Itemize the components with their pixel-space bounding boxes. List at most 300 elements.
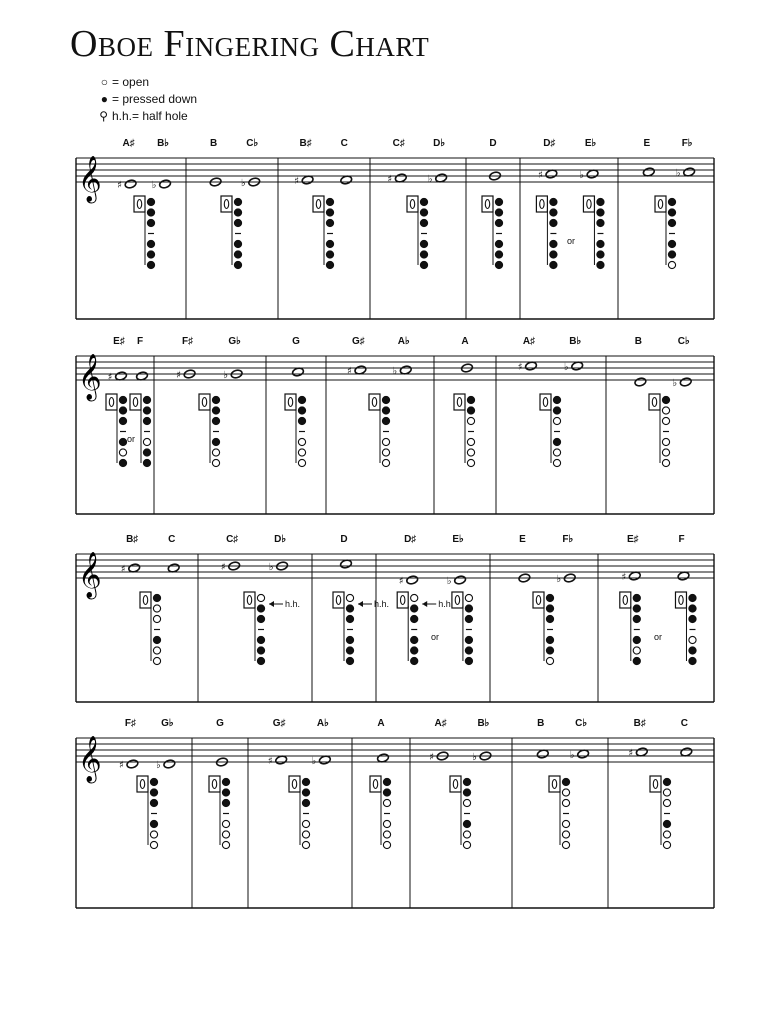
fingering-cell <box>537 718 587 761</box>
open-hole-icon <box>153 647 160 654</box>
fingering-diagram <box>221 196 242 269</box>
fingering-diagram <box>244 592 265 665</box>
pressed-hole-icon <box>222 778 229 785</box>
pressed-hole-icon <box>465 636 472 643</box>
note-label: G♭ <box>161 718 174 729</box>
note-head <box>292 367 304 377</box>
open-hole-icon <box>562 820 569 827</box>
pressed-hole-icon <box>495 240 502 247</box>
chart-row-4 <box>0 716 768 916</box>
pressed-hole-icon <box>382 417 389 424</box>
pressed-hole-icon <box>633 657 640 664</box>
note-label: A♯ <box>434 718 447 729</box>
pressed-hole-icon <box>234 219 241 226</box>
pressed-hole-icon <box>150 778 157 785</box>
octave-key-icon <box>289 776 300 792</box>
note-label: B♭ <box>569 336 582 347</box>
note-head <box>159 179 171 189</box>
open-hole-icon <box>150 841 157 848</box>
legend-text-half-hole: h.h.= half hole <box>112 109 188 123</box>
fingering-diagram <box>549 776 570 849</box>
note-label: E♯ <box>113 336 125 347</box>
note-head <box>340 559 352 569</box>
sharp-icon: ♯ <box>267 756 273 767</box>
flat-icon: ♭ <box>240 178 246 189</box>
open-hole-icon <box>411 594 418 601</box>
pressed-hole-icon <box>212 438 219 445</box>
pressed-hole-icon <box>382 407 389 414</box>
note-label: A♭ <box>397 336 410 347</box>
pressed-hole-icon <box>212 396 219 403</box>
fingering-cell <box>292 336 300 347</box>
page-title: Oboe Fingering Chart <box>70 23 430 65</box>
pressed-hole-icon <box>222 789 229 796</box>
pressed-hole-icon <box>298 407 305 414</box>
fingering-diagram <box>655 196 676 269</box>
octave-key-icon <box>397 592 408 608</box>
note-label: D <box>489 138 497 149</box>
pressed-hole-icon <box>119 396 126 403</box>
note-head <box>136 371 148 381</box>
note-label: C <box>168 534 176 545</box>
note-label: B <box>634 336 643 347</box>
pressed-hole-icon <box>689 594 696 601</box>
note-head <box>435 173 447 183</box>
pressed-hole-icon <box>143 459 150 466</box>
pressed-hole-icon <box>383 789 390 796</box>
note-label: C <box>680 718 688 729</box>
pressed-hole-icon <box>550 261 557 268</box>
flat-icon: ♭ <box>672 378 678 389</box>
octave-key-icon <box>285 394 296 410</box>
open-hole-icon <box>212 459 219 466</box>
flat-icon: ♭ <box>392 366 398 377</box>
note-label: A♯ <box>122 138 135 149</box>
note-label: D <box>340 534 348 545</box>
note-label: F <box>136 336 144 347</box>
fingering-diagram <box>450 776 471 849</box>
open-hole-icon <box>668 261 675 268</box>
arrow-head-icon <box>358 601 363 607</box>
note-label: B♯ <box>126 534 139 545</box>
note-label: B♯ <box>633 718 646 729</box>
sharp-icon: ♯ <box>120 564 126 575</box>
pressed-hole-icon <box>553 396 560 403</box>
open-hole-icon <box>382 449 389 456</box>
note-head <box>537 749 549 759</box>
note-label: D♯ <box>404 534 417 545</box>
sharp-icon: ♯ <box>118 760 124 771</box>
note-head <box>163 759 175 769</box>
pressed-hole-icon <box>550 240 557 247</box>
pressed-hole-icon <box>597 198 604 205</box>
open-hole-icon <box>222 841 229 848</box>
octave-key-icon <box>675 592 686 608</box>
fingering-diagram <box>583 196 604 269</box>
note-head <box>454 575 466 585</box>
note-label: C <box>340 138 348 149</box>
open-hole-icon <box>382 459 389 466</box>
pressed-hole-icon <box>382 396 389 403</box>
note-label: C♭ <box>246 138 259 149</box>
open-hole-icon <box>463 799 470 806</box>
open-hole-icon <box>663 789 670 796</box>
note-label: D♭ <box>433 138 446 149</box>
pressed-hole-icon <box>420 219 427 226</box>
fingering-diagram <box>285 394 306 467</box>
pressed-hole-icon <box>465 647 472 654</box>
fingering-diagram <box>533 592 554 665</box>
note-label: A♭ <box>316 718 329 729</box>
octave-key-icon <box>333 592 344 608</box>
fingering-diagram <box>370 776 391 849</box>
pressed-hole-icon <box>147 209 154 216</box>
note-head <box>395 173 407 183</box>
fingering-cell <box>538 138 597 246</box>
pressed-hole-icon <box>546 647 553 654</box>
open-hole-icon <box>212 449 219 456</box>
pressed-hole-icon <box>257 647 264 654</box>
octave-key-icon <box>369 394 380 410</box>
flat-icon: ♭ <box>268 562 274 573</box>
pressed-hole-icon <box>546 594 553 601</box>
note-head <box>577 749 589 759</box>
pressed-hole-icon <box>420 251 427 258</box>
sharp-icon: ♯ <box>294 176 300 187</box>
pressed-hole-icon <box>257 605 264 612</box>
open-hole-icon <box>662 459 669 466</box>
fingering-diagram <box>650 776 671 849</box>
note-head <box>340 175 352 185</box>
pressed-hole-icon <box>298 396 305 403</box>
pressed-hole-icon: ● <box>100 92 108 106</box>
note-head <box>629 571 641 581</box>
fingering-diagram <box>649 394 670 467</box>
pressed-hole-icon <box>147 240 154 247</box>
sharp-icon: ♯ <box>117 180 123 191</box>
pressed-hole-icon <box>143 407 150 414</box>
pressed-hole-icon <box>143 449 150 456</box>
pressed-hole-icon <box>234 209 241 216</box>
open-hole-icon <box>383 831 390 838</box>
note-head <box>636 747 648 757</box>
pressed-hole-icon <box>346 657 353 664</box>
pressed-hole-icon <box>150 820 157 827</box>
octave-key-icon <box>407 196 418 212</box>
open-hole-icon <box>633 647 640 654</box>
open-hole-icon <box>383 841 390 848</box>
note-head <box>680 377 692 387</box>
open-hole-icon <box>150 831 157 838</box>
note-label: F♭ <box>562 534 574 545</box>
open-hole-icon <box>119 449 126 456</box>
fingering-diagram <box>540 394 561 467</box>
note-label: B♯ <box>299 138 312 149</box>
treble-clef-icon: 𝄞 <box>78 354 102 400</box>
pressed-hole-icon <box>234 240 241 247</box>
pressed-hole-icon <box>550 251 557 258</box>
note-head <box>643 167 655 177</box>
fingering-diagram <box>130 394 151 467</box>
fingering-diagram <box>536 196 557 269</box>
flat-icon: ♭ <box>156 760 161 771</box>
pressed-hole-icon <box>212 417 219 424</box>
open-hole-icon <box>662 417 669 424</box>
open-hole-icon <box>302 831 309 838</box>
open-hole-icon <box>153 615 160 622</box>
pressed-hole-icon <box>257 636 264 643</box>
note-label: C♯ <box>392 138 405 149</box>
pressed-hole-icon <box>411 605 418 612</box>
open-hole-icon <box>546 657 553 664</box>
note-label: A♯ <box>522 336 536 347</box>
fingering-diagram <box>482 196 503 269</box>
open-hole-icon <box>222 831 229 838</box>
octave-key-icon <box>452 592 463 608</box>
fingering-diagram <box>620 592 641 665</box>
pressed-hole-icon <box>234 251 241 258</box>
legend-row-pressed <box>86 91 197 108</box>
pressed-hole-icon <box>420 198 427 205</box>
legend <box>86 74 197 125</box>
pressed-hole-icon <box>597 251 604 258</box>
note-head <box>406 575 418 585</box>
open-hole-icon <box>689 636 696 643</box>
open-hole-icon <box>302 841 309 848</box>
note-label: B♭ <box>477 718 490 729</box>
pressed-hole-icon <box>495 209 502 216</box>
treble-clef-icon: 𝄞 <box>78 552 102 598</box>
octave-key-icon <box>199 394 210 410</box>
octave-key-icon <box>540 394 551 410</box>
pressed-hole-icon <box>326 219 333 226</box>
pressed-hole-icon <box>553 438 560 445</box>
pressed-hole-icon <box>668 251 675 258</box>
note-label: F♯ <box>182 336 194 347</box>
pressed-hole-icon <box>212 407 219 414</box>
note-label: G♯ <box>352 336 365 347</box>
note-label: B♭ <box>157 138 170 149</box>
open-hole-icon <box>143 438 150 445</box>
note-head <box>525 361 537 371</box>
open-hole-icon <box>467 459 474 466</box>
pressed-hole-icon <box>633 594 640 601</box>
fingering-diagram <box>333 592 354 665</box>
note-label: A <box>461 336 469 347</box>
note-head <box>126 759 138 769</box>
pressed-hole-icon <box>326 240 333 247</box>
note-label: E♭ <box>584 138 597 149</box>
open-hole-icon <box>467 438 474 445</box>
pressed-hole-icon <box>346 647 353 654</box>
open-hole-icon <box>662 407 669 414</box>
sharp-icon: ♯ <box>220 562 226 573</box>
octave-key-icon <box>620 592 631 608</box>
pressed-hole-icon <box>119 417 126 424</box>
pressed-hole-icon <box>546 636 553 643</box>
chart-row-2 <box>0 334 768 524</box>
open-hole-icon <box>383 820 390 827</box>
pressed-hole-icon <box>463 789 470 796</box>
pressed-hole-icon <box>150 799 157 806</box>
octave-key-icon <box>583 196 594 212</box>
open-hole-icon <box>302 820 309 827</box>
open-hole-icon <box>382 438 389 445</box>
open-hole-icon <box>662 438 669 445</box>
legend-text-open: = open <box>112 75 150 89</box>
note-label: A <box>377 718 385 729</box>
pressed-hole-icon <box>465 615 472 622</box>
pressed-hole-icon <box>302 778 309 785</box>
sharp-icon: ♯ <box>517 362 523 373</box>
note-label: E♯ <box>626 534 639 545</box>
flat-icon: ♭ <box>675 168 681 179</box>
note-head <box>634 377 646 387</box>
octave-key-icon <box>650 776 661 792</box>
half-hole-label: h.h. <box>438 599 454 609</box>
pressed-hole-icon <box>663 820 670 827</box>
chart-row-3 <box>0 532 768 712</box>
pressed-hole-icon <box>495 198 502 205</box>
or-label: or <box>430 632 440 642</box>
pressed-hole-icon <box>411 647 418 654</box>
pressed-hole-icon <box>597 219 604 226</box>
octave-key-icon <box>130 394 141 410</box>
pressed-hole-icon <box>411 657 418 664</box>
flat-icon: ♭ <box>569 750 575 761</box>
pressed-hole-icon <box>222 799 229 806</box>
note-head <box>275 755 287 765</box>
half-hole-label: h.h. <box>374 599 390 609</box>
pressed-hole-icon <box>326 209 333 216</box>
sharp-icon: ♯ <box>107 372 113 383</box>
pressed-hole-icon <box>668 209 675 216</box>
fingering-diagram <box>675 592 696 665</box>
pressed-hole-icon <box>546 615 553 622</box>
flat-icon: ♭ <box>563 362 569 373</box>
note-head <box>545 169 557 179</box>
octave-key-icon <box>134 196 145 212</box>
fingering-cell <box>461 336 468 347</box>
or-label: or <box>566 236 576 246</box>
fingering-diagram <box>313 196 334 269</box>
pressed-hole-icon <box>119 438 126 445</box>
sharp-icon: ♯ <box>398 576 404 587</box>
open-hole-icon <box>153 657 160 664</box>
note-label: F♯ <box>124 718 136 729</box>
fingering-diagram <box>397 592 418 665</box>
note-head <box>124 179 136 189</box>
open-hole-icon <box>553 459 560 466</box>
open-hole-icon <box>553 417 560 424</box>
pressed-hole-icon <box>147 261 154 268</box>
flat-icon: ♭ <box>446 576 452 587</box>
pressed-hole-icon <box>668 219 675 226</box>
flat-icon: ♭ <box>223 370 228 381</box>
pressed-hole-icon <box>689 647 696 654</box>
open-hole-icon <box>562 799 569 806</box>
open-hole-icon <box>383 799 390 806</box>
octave-key-icon <box>549 776 560 792</box>
pressed-hole-icon <box>668 240 675 247</box>
note-label: C♯ <box>226 534 239 545</box>
pressed-hole-icon <box>326 251 333 258</box>
fingering-diagram <box>199 394 220 467</box>
pressed-hole-icon <box>546 605 553 612</box>
pressed-hole-icon <box>633 615 640 622</box>
open-hole-icon <box>663 799 670 806</box>
pressed-hole-icon <box>119 459 126 466</box>
octave-key-icon <box>450 776 461 792</box>
fingering-cell <box>216 718 224 729</box>
sharp-icon: ♯ <box>621 572 627 583</box>
pressed-hole-icon <box>302 799 309 806</box>
fingering-cell <box>377 718 384 729</box>
note-head <box>680 747 692 757</box>
open-hole-icon <box>562 789 569 796</box>
pressed-hole-icon <box>147 198 154 205</box>
pressed-hole-icon <box>633 636 640 643</box>
flat-icon: ♭ <box>427 174 433 185</box>
fingering-diagram <box>407 196 428 269</box>
pressed-hole-icon <box>147 219 154 226</box>
pressed-hole-icon <box>550 219 557 226</box>
octave-key-icon <box>482 196 493 212</box>
pressed-hole-icon <box>420 209 427 216</box>
fingering-diagram <box>140 592 161 665</box>
pressed-hole-icon <box>234 198 241 205</box>
octave-key-icon <box>313 196 324 212</box>
treble-clef-icon: 𝄞 <box>78 156 102 202</box>
pressed-hole-icon <box>153 636 160 643</box>
flat-icon: ♭ <box>472 752 477 763</box>
open-hole-icon <box>463 841 470 848</box>
pressed-hole-icon <box>346 605 353 612</box>
pressed-hole-icon <box>467 407 474 414</box>
fingering-cell <box>489 138 496 149</box>
note-head <box>683 167 695 177</box>
note-head <box>586 169 598 179</box>
open-hole-icon <box>663 831 670 838</box>
pressed-hole-icon <box>465 657 472 664</box>
octave-key-icon <box>454 394 465 410</box>
pressed-hole-icon <box>298 417 305 424</box>
fingering-cell <box>108 336 143 444</box>
legend-row-half-hole <box>86 108 197 125</box>
pressed-hole-icon <box>597 240 604 247</box>
note-head <box>115 371 127 381</box>
pressed-hole-icon <box>633 605 640 612</box>
note-label: B <box>209 138 218 149</box>
note-label: C♭ <box>677 336 690 347</box>
fingering-diagram <box>106 394 127 467</box>
note-label: E <box>643 138 651 149</box>
octave-key-icon <box>533 592 544 608</box>
open-hole-icon <box>257 594 264 601</box>
pressed-hole-icon <box>411 636 418 643</box>
note-label: E <box>519 534 526 545</box>
note-label: G♯ <box>272 718 286 729</box>
open-hole-icon <box>222 820 229 827</box>
note-label: F♭ <box>681 138 693 149</box>
note-head <box>400 365 412 375</box>
note-label: G <box>216 718 224 729</box>
octave-key-icon <box>244 592 255 608</box>
octave-key-icon <box>536 196 547 212</box>
open-hole-icon <box>467 449 474 456</box>
pressed-hole-icon <box>119 407 126 414</box>
treble-clef-icon: 𝄞 <box>78 736 102 782</box>
